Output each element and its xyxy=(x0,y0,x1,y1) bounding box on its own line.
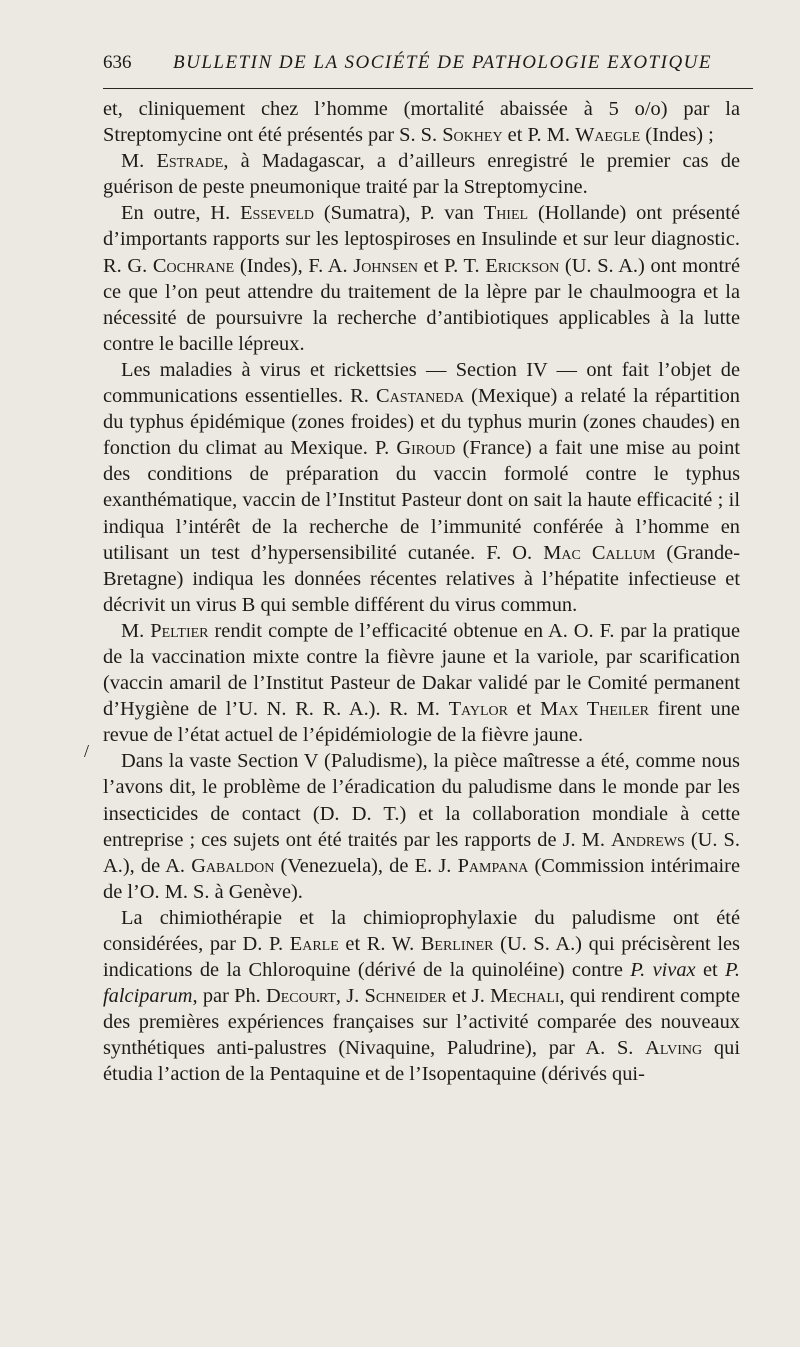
text-run: (France) a fait une mise au point des conditions de préparation du vaccin formolé contre le typhus exanthématique, vaccin de l’Institut Pasteur dont on sait la haute efficacité ; il indiqua l’intérêt de la recherche de l’immunité conférée à l’homme en utilisant un test d’hypersensibilité cutanée. F. O. xyxy=(103,437,741,564)
text-run: (Venezuela), de E. J. xyxy=(274,854,458,877)
text-run: firent une revue de l’état actuel de l’épidémiologie de la fièvre jaune. xyxy=(103,698,740,747)
author-name: Andrews xyxy=(610,828,685,851)
text-run: et, cliniquement chez l’homme (mortalité abaissée à 5 o/o) par la Streptomycine ont été présentés par S. S. xyxy=(103,98,740,147)
author-name: Esseveld xyxy=(240,202,314,225)
paragraph xyxy=(103,200,740,357)
body-text xyxy=(103,96,740,1088)
text-run: Les maladies à virus et rickettsies — Section IV — ont fait l’objet de communications essentielles. R. xyxy=(103,358,740,408)
header-rule xyxy=(103,88,753,89)
paragraph xyxy=(103,357,740,618)
text-run: (U. S. A.) qui précisèrent les indications de la Chloroquine (dérivé de la quinoléine) contre xyxy=(103,933,740,982)
text-run: , J. xyxy=(335,985,365,1008)
text-run: La chimiothérapie et la chimioprophylaxie du paludisme ont été considérées, par D. P. xyxy=(103,906,740,955)
text-run: (Grande-Bretagne) indiqua les données récentes relatives à l’hépatite infectieuse et décrivit un virus B qui semble différent du virus commun. xyxy=(103,541,740,616)
text-run: et P. M. xyxy=(502,124,576,147)
italic-term: P. vivax xyxy=(630,959,696,982)
text-run: , par Ph. xyxy=(192,985,266,1008)
text-run: (U. S. A.) ont montré ce que l’on peut attendre du traitement de la lèpre par le chaulmoogra et la nécessité de poursuivre la recherche d’antibiotiques applicables à la lutte contre le bacille lépreux. xyxy=(103,254,740,355)
text-run: Dans la vaste Section V (Paludisme), la pièce maîtresse a été, comme nous l’avons dit, le problème de l’éradication du paludisme dans le monde par les insecticides de contact (D. D. T.) et la collaboration mondiale à cette entreprise ; ces sujets ont été traités par les rapports de J. M. xyxy=(103,750,740,851)
author-name: Giroud xyxy=(396,437,456,460)
author-name: Mac Callum xyxy=(543,541,656,564)
text-run: , qui rendirent compte des premières expériences françaises sur l’activité comparée des nouveaux synthétiques anti-palustres (Nivaquine, Paludrine), par A. S. xyxy=(103,985,741,1060)
author-name: Alving xyxy=(645,1037,703,1060)
author-name: Berliner xyxy=(420,933,494,955)
author-name: Johnsen xyxy=(353,254,418,277)
author-name: Pampana xyxy=(457,854,529,877)
paragraph xyxy=(103,96,740,148)
text-run: (Mexique) a relaté la répartition du typhus épidémique (zones froides) et du typhus murin (zones chaudes) en fonction du climat au Mexique. P. xyxy=(103,385,740,460)
text-run: (Indes) ; xyxy=(640,124,714,147)
text-run: , à Madagascar, a d’ailleurs enregistré le premier cas de guérison de peste pneumonique traité par la Streptomycine. xyxy=(103,150,740,199)
paragraph xyxy=(103,748,740,905)
author-name: Waegle xyxy=(575,124,641,147)
page-number: 636 xyxy=(103,52,132,73)
author-name: Sokhey xyxy=(442,124,503,147)
text-run: et xyxy=(507,698,541,721)
text-run: (Sumatra), P. van xyxy=(314,202,484,225)
author-name: Schneider xyxy=(364,985,447,1008)
author-name: Gabaldon xyxy=(191,854,275,877)
text-run: En outre, H. xyxy=(121,202,241,225)
text-run: M. xyxy=(121,150,157,173)
text-run: et J. xyxy=(446,985,491,1008)
author-name: Castaneda xyxy=(376,385,464,408)
margin-mark: / xyxy=(84,741,90,761)
author-name: Cochrane xyxy=(152,254,235,277)
author-name: Earle xyxy=(289,933,339,955)
text-run: (Indes), F. A. xyxy=(234,254,354,277)
text-run: et R. W. xyxy=(338,933,421,955)
text-run: (U. S. A.), de A. xyxy=(103,828,740,877)
text-run: M. xyxy=(121,619,151,642)
paragraph xyxy=(103,618,740,748)
text-run: rendit compte de l’efficacité obtenue en A. O. F. par la pratique de la vaccination mixte contre la fièvre jaune et la variole, par scarification (vaccin amaril de l’Institut Pasteur de Dakar validé par le Comité permanent d’Hygiène de l’U. N. R. R. A.). R. M. xyxy=(103,619,741,721)
journal-title: BULLETIN DE LA SOCIÉTÉ DE PATHOLOGIE EXOTIQUE xyxy=(173,52,713,73)
author-name: Max Theiler xyxy=(540,698,649,721)
italic-term: P. falciparum xyxy=(103,959,740,1008)
author-name: Thiel xyxy=(483,202,529,225)
text-run: (Hollande) ont présenté d’importants rapports sur les leptospiroses en Insulinde et sur leur diagnostic. R. G. xyxy=(103,202,741,277)
author-name: Decourt xyxy=(265,985,336,1008)
text-run: et P. T. xyxy=(417,254,486,277)
text-run: qui étudia l’action de la Pentaquine et de l’Isopentaquine (dérivés qui- xyxy=(103,1037,740,1086)
author-name: Taylor xyxy=(448,698,508,721)
text-run: (Commission intérimaire de l’O. M. S. à Genève). xyxy=(103,854,741,903)
author-name: Peltier xyxy=(150,619,209,642)
author-name: Estrade xyxy=(156,150,224,173)
text-run: et xyxy=(695,959,726,982)
author-name: Mechali xyxy=(490,985,560,1008)
author-name: Erickson xyxy=(485,254,560,277)
paragraph xyxy=(103,148,740,200)
paragraph xyxy=(103,905,740,1088)
